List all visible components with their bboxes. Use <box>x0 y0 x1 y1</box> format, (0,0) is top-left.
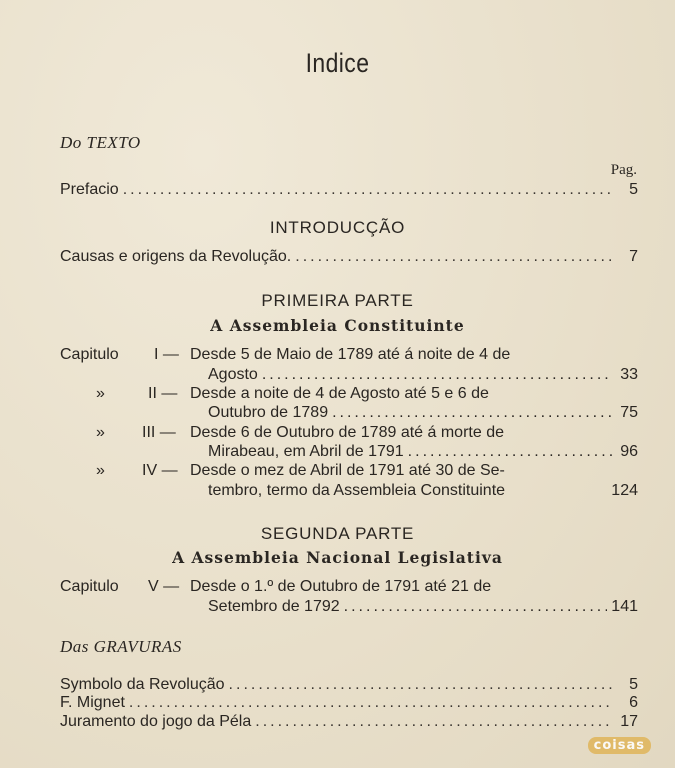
toc-chapter-4-cont[interactable] <box>208 482 638 502</box>
chapter-number: V — <box>148 578 180 595</box>
chapter-title-line2: Agosto <box>208 366 258 383</box>
chapter-number: II — <box>148 385 178 402</box>
heading-segunda-parte: SEGUNDA PARTE <box>260 524 415 543</box>
toc-entry-prefacio[interactable] <box>60 181 638 201</box>
dot-leader <box>408 443 612 461</box>
subheading-assembleia-legislativa: A Assembleia Nacional Legislativa <box>172 548 503 567</box>
subheading-assembleia-constituinte: A Assembleia Constituinte <box>210 316 465 335</box>
chapter-title-line2: Mirabeau, em Abril de 1791 <box>208 443 404 460</box>
entry-text: Prefacio <box>60 181 119 198</box>
dot-leader <box>344 598 608 616</box>
heading-primeira-parte: PRIMEIRA PARTE <box>261 291 414 310</box>
page-number: 5 <box>629 676 638 693</box>
toc-chapter-1-cont[interactable] <box>208 366 638 386</box>
toc-entry-causas[interactable] <box>60 248 638 268</box>
page-title: Indice <box>305 48 370 78</box>
pag-label: Pag. <box>610 162 637 178</box>
watermark-logo: coisas <box>588 737 651 754</box>
entry-text: Juramento do jogo da Péla <box>60 713 252 730</box>
page-number: 5 <box>629 181 638 198</box>
dot-leader <box>262 366 612 384</box>
entry-text: F. Mignet <box>60 694 125 711</box>
entry-text: Symbolo da Revolução <box>60 676 225 693</box>
toc-chapter-3-cont[interactable] <box>208 443 638 463</box>
dot-leader <box>229 676 612 694</box>
toc-chapter-4[interactable] <box>60 462 638 482</box>
toc-chapter-3[interactable] <box>60 424 638 444</box>
toc-chapter-2[interactable] <box>60 385 638 405</box>
chapter-title-line2: Setembro de 1792 <box>208 598 340 615</box>
section-label-gravuras: Das GRAVURAS <box>60 637 182 656</box>
toc-entry-gravura[interactable] <box>60 676 638 696</box>
page-number: 6 <box>629 694 638 711</box>
dot-leader <box>129 694 612 712</box>
chapter-title-line2: Outubro de 1789 <box>208 404 329 421</box>
chapter-label: » <box>96 385 105 402</box>
chapter-title-line2: tembro, termo da Assembleia Constituinte <box>208 482 506 499</box>
chapter-label: » <box>96 424 105 441</box>
chapter-label: » <box>96 462 105 479</box>
toc-chapter-5-cont[interactable] <box>208 598 638 618</box>
chapter-title-line1: Desde o mez de Abril de 1791 até 30 de Se- <box>190 462 505 479</box>
entry-text: Causas e origens da Revolução. <box>60 248 292 265</box>
chapter-number: I — <box>154 346 179 363</box>
page-number: 124 <box>611 482 638 499</box>
chapter-number: III — <box>142 424 176 441</box>
page-number: 33 <box>620 366 638 383</box>
toc-entry-gravura[interactable] <box>60 713 638 733</box>
chapter-title-line1: Desde a noite de 4 de Agosto até 5 e 6 de <box>190 385 489 402</box>
page-number: 141 <box>611 598 638 615</box>
toc-entry-gravura[interactable] <box>60 694 638 714</box>
page-number: 96 <box>620 443 638 460</box>
chapter-title-line1: Desde o 1.º de Outubro de 1791 até 21 de <box>190 578 492 595</box>
dot-leader <box>255 713 612 731</box>
page-number: 75 <box>620 404 638 421</box>
chapter-label: Capitulo <box>60 578 119 595</box>
toc-chapter-1[interactable] <box>60 346 638 366</box>
chapter-title-line1: Desde 5 de Maio de 1789 até á noite de 4 de <box>190 346 511 363</box>
chapter-label: Capitulo <box>60 346 119 363</box>
dot-leader <box>123 181 612 199</box>
page-number: 7 <box>629 248 638 265</box>
section-label-texto: Do TEXTO <box>60 133 141 152</box>
heading-introducao: INTRODUCÇÃO <box>269 218 406 237</box>
dot-leader <box>295 248 612 266</box>
toc-chapter-5[interactable] <box>60 578 638 598</box>
chapter-title-line1: Desde 6 de Outubro de 1789 até á morte de <box>190 424 504 441</box>
toc-chapter-2-cont[interactable] <box>208 404 638 424</box>
dot-leader <box>332 404 612 422</box>
chapter-number: IV — <box>142 462 178 479</box>
page-number: 17 <box>620 713 638 730</box>
